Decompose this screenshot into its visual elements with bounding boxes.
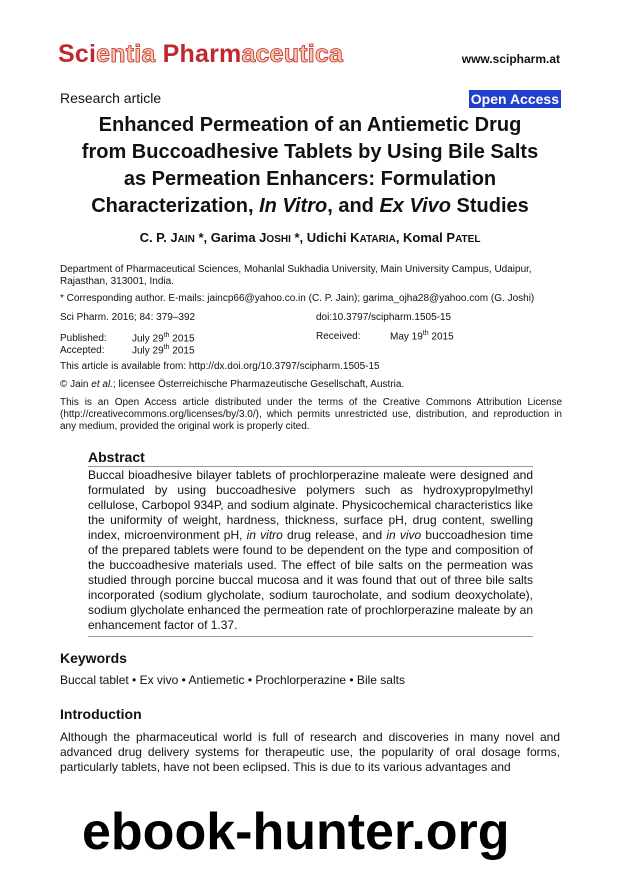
affiliation: Department of Pharmaceutical Sciences, Mohanlal Sukhadia University, Main University Campus, Udaipur, Rajasthan, 313001, India. bbox=[60, 264, 532, 287]
corresponding-author: * Corresponding author. E-mails: jaincp66@yahoo.co.in (C. P. Jain); garima_ojha28@yahoo.com (G. Joshi) bbox=[60, 293, 535, 304]
author-list: C. P. JAIN *, Garima JOSHI *, Udichi KATARIA, Komal PATEL bbox=[139, 230, 481, 245]
doi[interactable]: doi:10.3797/scipharm.1505-15 bbox=[316, 312, 452, 323]
abstract-box bbox=[88, 449, 533, 637]
copyright: © Jain et al.; licensee Österreichische Pharmazeutische Gesellschaft, Austria. bbox=[60, 379, 405, 390]
journal-website[interactable]: www.scipharm.at bbox=[461, 52, 560, 66]
availability-link[interactable]: This article is available from: http://dx.doi.org/10.3797/scipharm.1505-15 bbox=[60, 361, 380, 372]
published-date: Published: July 29th 2015 bbox=[60, 332, 195, 345]
article-title: Enhanced Permeation of an Antiemetic Drug from Buccoadhesive Tablets by Using Bile Salts as Permeation Enhancers: Formulation Characterization, In Vitro, and Ex Vivo Studies bbox=[81, 114, 539, 217]
keywords-heading: Keywords bbox=[60, 650, 127, 666]
introduction-text: Although the pharmaceutical world is full of research and discoveries in many novel and advanced drug delivery systems for therapeutic use, the popularity of oral dosage forms, particularly tablets, have not been eclipsed. This is due to its various advantages and bbox=[60, 730, 560, 774]
accepted-date: Accepted: July 29th 2015 bbox=[60, 344, 195, 357]
abstract-text: Buccal bioadhesive bilayer tablets of prochlorperazine maleate were designed and formulated by using buccoadhesive polymers such as hydroxypropylmethyl cellulose, Carbopol 934P, and sodium alginate. Physicochemical characteristics like the uniformity of weight, hardness, thickness, surface pH, drug content, swelling index, microenvironment pH, in vitro drug release, and in vivo buccoadhesion time of the prepared tablets were found to be dependent on the type and composition of the buccoadhesive materials used. The effect of bile salts on the permeation was studied through porcine buccal mucosa and it was found that out of three bile salts incorporated (sodium glycholate, sodium taurocholate, and sodium deoxycholate), sodium glycholate enhanced the permeation rate of prochlorperazine maleate by an enhancement factor of 1.37. bbox=[88, 468, 533, 632]
received-date: Received: May 19th 2015 bbox=[316, 330, 454, 343]
license-statement: This is an Open Access article distributed under the terms of the Creative Commons Attribution License (http://creativecommons.org/licenses/by/3.0/), which permits unrestricted use, distribution, and reproduction in any medium, provided the original work is properly cited. bbox=[60, 397, 562, 432]
open-access-badge: Open Access bbox=[470, 91, 559, 107]
citation: Sci Pharm. 2016; 84: 379–392 bbox=[60, 312, 196, 323]
watermark-text: ebook-hunter.org bbox=[82, 803, 510, 861]
keywords-text: Buccal tablet • Ex vivo • Antiemetic • Prochlorperazine • Bile salts bbox=[60, 673, 405, 687]
journal-logo: Scientia Pharmaceutica bbox=[58, 40, 344, 68]
abstract-heading: Abstract bbox=[88, 449, 533, 467]
introduction-heading: Introduction bbox=[60, 706, 142, 722]
article-type: Research article bbox=[60, 90, 162, 106]
